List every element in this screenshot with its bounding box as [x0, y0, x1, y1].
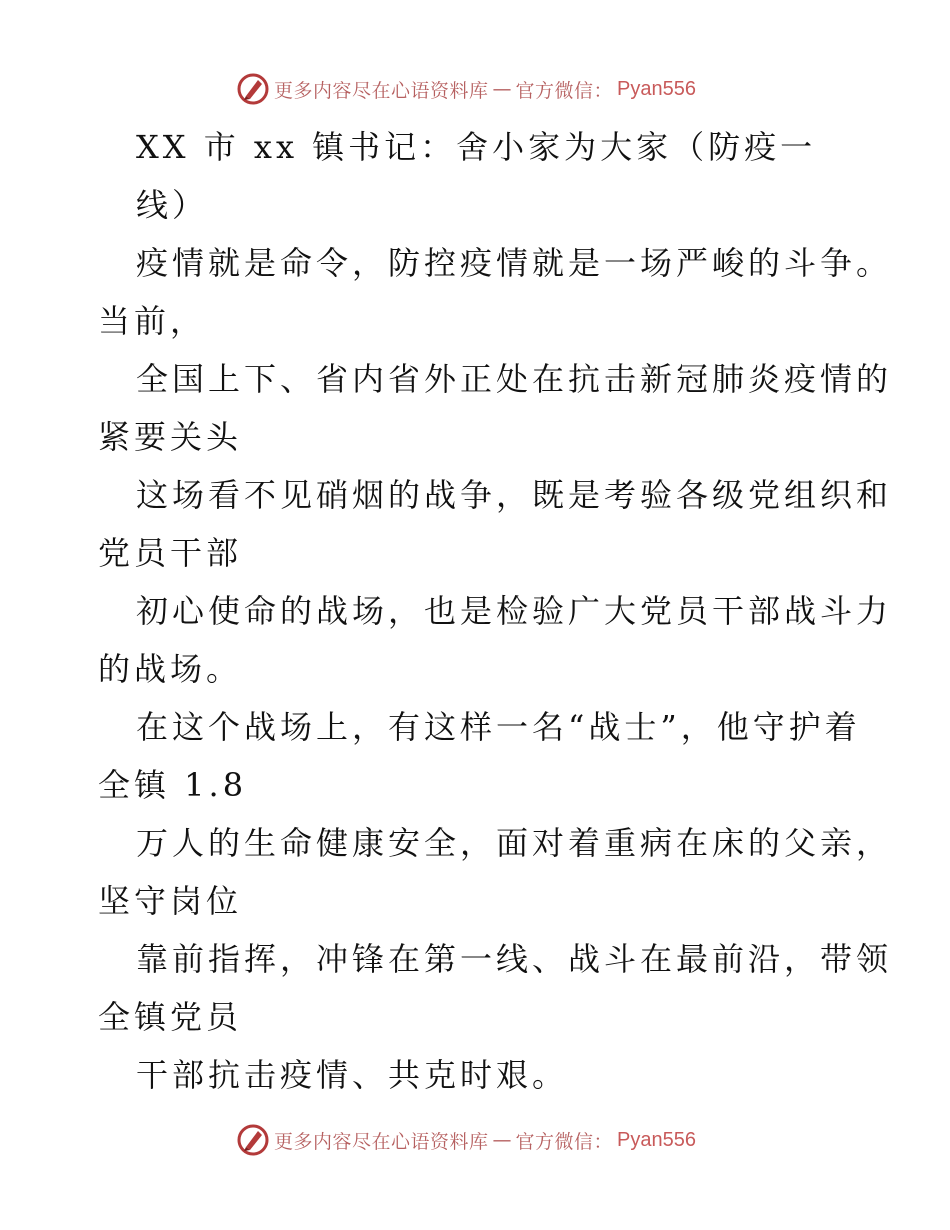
watermark-separator: — — [492, 78, 512, 100]
watermark-handle: Pyan556 — [617, 1128, 696, 1151]
text-line: 当前， — [98, 302, 207, 340]
text-line: 靠前指挥，冲锋在第一线、战斗在最前沿，带领 — [136, 940, 893, 978]
text-line: 的战场。 — [98, 650, 243, 688]
watermark-handle: Pyan556 — [617, 77, 696, 100]
text-line: 全镇 1.8 — [98, 766, 248, 804]
text-line: 这场看不见硝烟的战争，既是考验各级党组织和 — [136, 476, 893, 514]
text-line: 疫情就是命令，防控疫情就是一场严峻的斗争。 — [136, 244, 893, 282]
text-line: 坚守岗位 — [98, 882, 243, 920]
watermark-separator: — — [492, 1129, 512, 1151]
watermark-banner-top — [236, 72, 696, 106]
document-body — [98, 118, 893, 1104]
text-line: 全镇党员 — [98, 998, 243, 1036]
text-line: 在这个战场上，有这样一名“战士”，他守护着 — [136, 708, 861, 746]
watermark-label: 官方微信： — [515, 1130, 614, 1153]
pen-logo-icon — [236, 1123, 270, 1157]
text-line: 全国上下、省内省外正处在抗击新冠肺炎疫情的 — [136, 360, 893, 398]
text-line: 初心使命的战场，也是检验广大党员干部战斗力 — [136, 592, 893, 630]
document-title-line-2: 线） — [136, 186, 209, 224]
text-line: 干部抗击疫情、共克时艰。 — [136, 1056, 569, 1094]
watermark-banner-bottom — [236, 1123, 696, 1157]
document-title-line-1: XX 市 xx 镇书记：舍小家为大家（防疫一 — [136, 128, 817, 166]
watermark-label: 官方微信： — [515, 79, 614, 102]
text-line: 党员干部 — [98, 534, 243, 572]
pen-logo-icon — [236, 72, 270, 106]
text-line: 紧要关头 — [98, 418, 243, 456]
text-line: 万人的生命健康安全，面对着重病在床的父亲， — [136, 824, 893, 862]
watermark-text: 更多内容尽在心语资料库 — [274, 79, 489, 102]
watermark-text: 更多内容尽在心语资料库 — [274, 1130, 489, 1153]
